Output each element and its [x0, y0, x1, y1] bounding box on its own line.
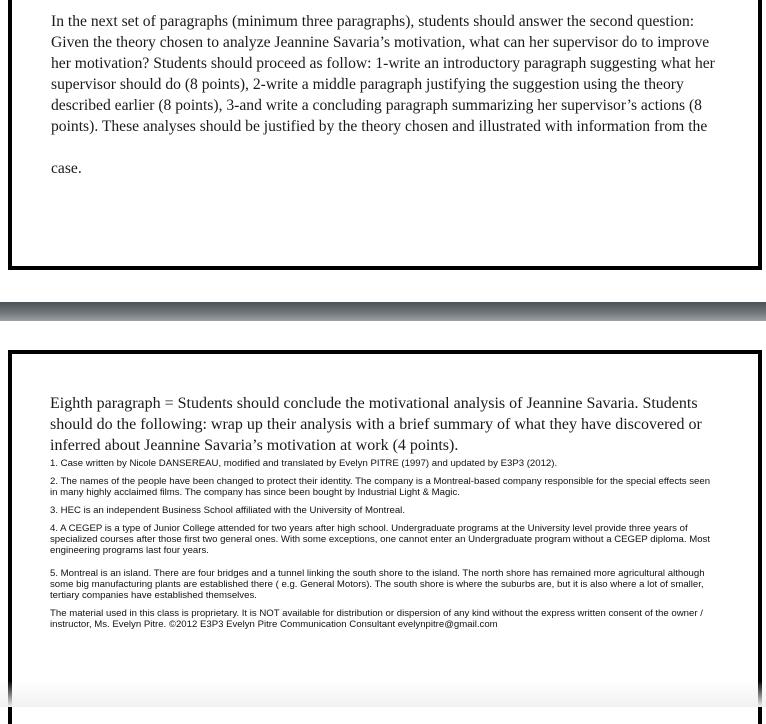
footnote-5: 5. Montreal is an island. There are four bridges and a tunnel linking the south shore to the island. The north shore has remained more agricultural although some big manufacturing plants are established there ( e.g. General Motors). The south shore is where the suburbs are, but it is also where a lot of smaller, tertiary companies have established themselves.: [50, 568, 705, 601]
footnote-2: 2. The names of the people have been changed to protect their identity. The company is a Montreal-based company responsible for the special effects seen in many highly acclaimed films. The company has since been bought by Industrial Light & Magic.: [50, 476, 711, 498]
page-divider: [0, 302, 766, 321]
footnotes: [50, 458, 714, 637]
copyright-notice: The material used in this class is proprietary. It is NOT available for distribution or dispersion of any kind without the express written consent of the owner / instructor, Ms. Evelyn Pitre. ©2012 E3P3 Evelyn Pitre Communication Consultant evelynpitre@gmail.com: [50, 608, 703, 630]
footnote-3: 3. HEC is an independent Business School affiliated with the University of Montreal.: [50, 505, 405, 516]
bottom-fade: [0, 681, 766, 707]
top-document-panel: [8, 0, 762, 270]
bottom-document-panel: [8, 350, 762, 724]
eighth-paragraph-instructions: Eighth paragraph = Students should conclude the motivational analysis of Jeannine Savaria. Students should do the following: wrap up their analysis with a brief summary of what they have discovered or inferred about Jeannine Savaria’s motivation at work (4 points).: [50, 395, 702, 454]
question-paragraph-tail: case.: [51, 160, 82, 177]
question-paragraph: In the next set of paragraphs (minimum three paragraphs), students should answer the second question: Given the theory chosen to analyze Jeannine Savaria’s motivation, what can her supervisor do to improve her motivation? Students should proceed as follow: 1-write an introductory paragraph suggesting what her supervisor should do (8 points), 2-write a middle paragraph justifying the suggestion using the theory described earlier (8 points), 3-and write a concluding paragraph summarizing her supervisor’s actions (8 points). These analyses should be justified by the theory chosen and illustrated with information from the: [51, 13, 715, 135]
footnote-1: 1. Case written by Nicole DANSEREAU, modified and translated by Evelyn PITRE (1997) and updated by E3P3 (2012).: [50, 458, 558, 469]
footnote-4: 4. A CEGEP is a type of Junior College attended for two years after high school. Undergraduate programs at the University level provide three years of specialized courses after those first two general ones. With some exceptions, one cannot enter an Undergraduate program without a CEGEP diploma. Most engineering programs last four years.: [50, 523, 711, 556]
